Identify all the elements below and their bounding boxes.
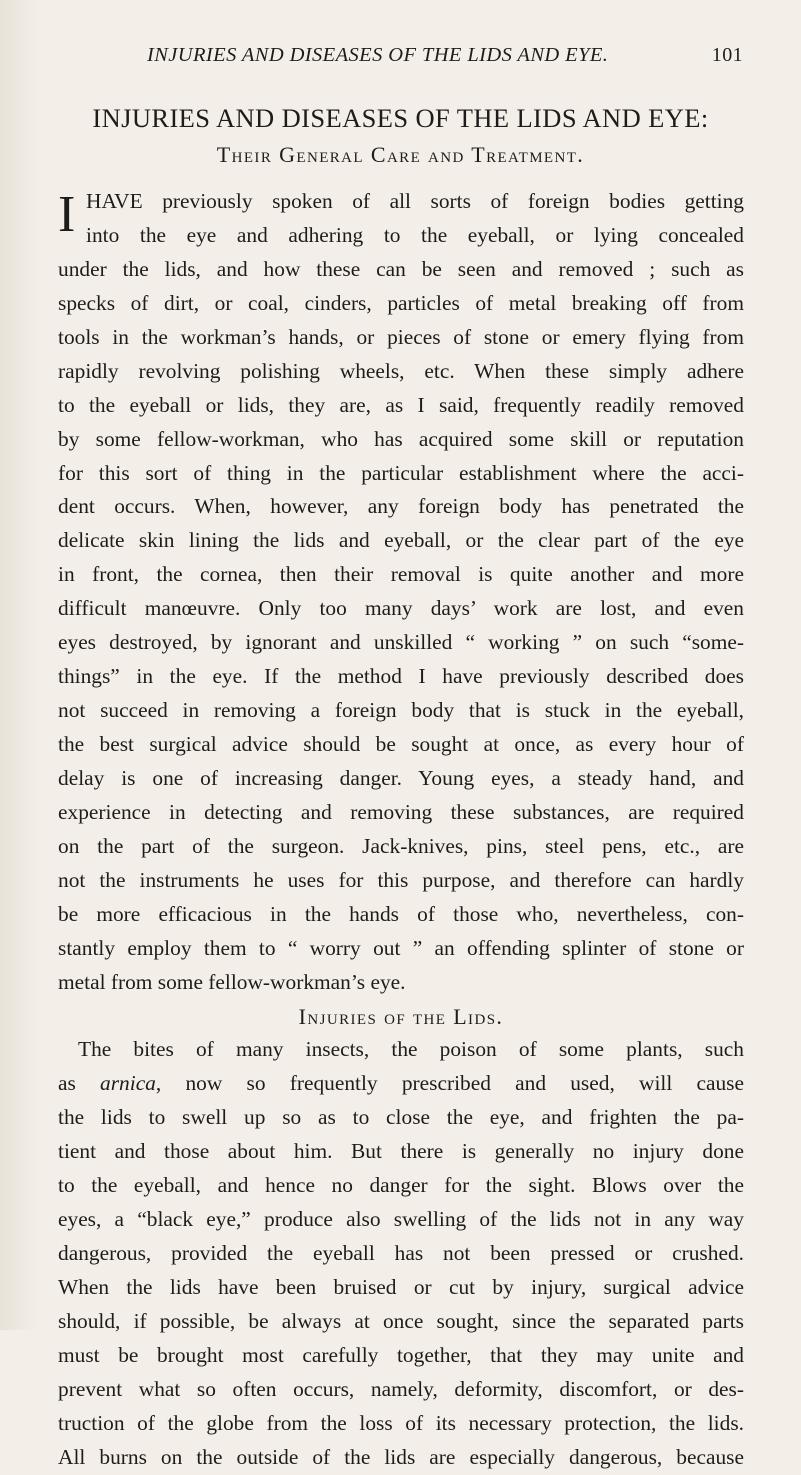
chapter-subtitle: Their General Care and Treatment. [216,142,585,167]
text-line: All burns on the outside of the lids are especially dangerous, because [58,1444,744,1469]
text-line: dent occurs. When, however, any foreign body has penetrated the [58,494,744,519]
text-line: tient and those about him. But there is generally no injury done [58,1139,744,1164]
body-text [58,185,744,1475]
text-line: rapidly revolving polishing wheels, etc. When these simply adhere [58,358,744,383]
text-fragment: as [58,1071,101,1096]
text-line: into the eye and adhering to the eyeball, or lying concealed [86,222,744,247]
text-line: delay is one of increasing danger. Young eyes, a steady hand, and [58,765,744,790]
text-fragment: , now so frequently prescribed and used, will cause [155,1071,744,1096]
text-line: dangerous, provided the eyeball has not been pressed or crushed. [58,1241,744,1266]
text-line: not the instruments he uses for this purpose, and therefore can hardly [58,867,744,892]
text-line [58,1067,744,1101]
text-line: by some fellow-workman, who has acquired some skill or reputation [58,426,744,451]
text-line: prevent what so often occurs, namely, deformity, discomfort, or des- [58,1376,744,1401]
chapter-title: INJURIES AND DISEASES OF THE LIDS AND EYE: [92,103,709,133]
text-line: the best surgical advice should be sought at once, as every hour of [58,732,744,756]
text-line: delicate skin lining the lids and eyeball, or the clear part of the eye [58,528,744,553]
text-line: truction of the globe from the loss of its necessary protection, the lids. [58,1410,744,1435]
text-line: difficult manœuvre. Only too many days’ work are lost, and even [58,596,744,621]
running-head [147,44,743,67]
text-line: metal from some fellow-workman’s eye. [58,969,406,994]
text-line: things” in the eye. If the method I have previously described does [58,664,744,689]
text-line: to the eyeball or lids, they are, as I said, frequently readily removed [58,392,744,417]
text-line: eyes, a “black eye,” produce also swelling of the lids not in any way [58,1207,744,1232]
text-line: in front, the cornea, then their removal is quite another and more [58,562,744,587]
text-line: the lids to swell up so as to close the eye, and frighten the pa- [58,1105,744,1130]
text-line: should, if possible, be always at once sought, since the separated parts [58,1308,744,1333]
text-line: HAVE previously spoken of all sorts of foreign bodies getting [86,189,744,213]
text-line: to the eyeball, and hence no danger for the sight. Blows over the [58,1173,744,1198]
text-line: for this sort of thing in the particular establishment where the acci- [58,460,744,485]
text-line: be more efficacious in the hands of those who, nevertheless, con- [58,901,744,926]
text-line: experience in detecting and removing these substances, are required [58,799,744,824]
italic-term: arnica [100,1071,156,1096]
text-line: The bites of many insects, the poison of some plants, such [78,1037,744,1062]
paragraph-2 [58,1033,744,1474]
paragraph-1 [58,185,744,1000]
text-line: eyes destroyed, by ignorant and unskilled “ working ” on such “some- [58,630,744,655]
text-line: under the lids, and how these can be seen and removed ; such as [58,256,744,281]
drop-cap: I [58,186,76,243]
text-line: stantly employ them to “ worry out ” an offending splinter of stone or [58,935,744,960]
running-head-title: INJURIES AND DISEASES OF THE LIDS AND EYE. [147,44,609,66]
text-line: must be brought most carefully together, that they may unite and [58,1342,744,1367]
text-line: When the lids have been bruised or cut by injury, surgical advice [58,1275,744,1299]
page-number: 101 [711,44,743,66]
text-line: tools in the workman’s hands, or pieces of stone or emery flying from [58,324,744,349]
text-line: on the part of the surgeon. Jack-knives, pins, steel pens, etc., are [58,833,744,858]
text-line: specks of dirt, or coal, cinders, particles of metal breaking off from [58,290,744,315]
section-heading: Injuries of the Lids. [298,1003,504,1029]
text-line: not succeed in removing a foreign body that is stuck in the eyeball, [58,698,744,723]
